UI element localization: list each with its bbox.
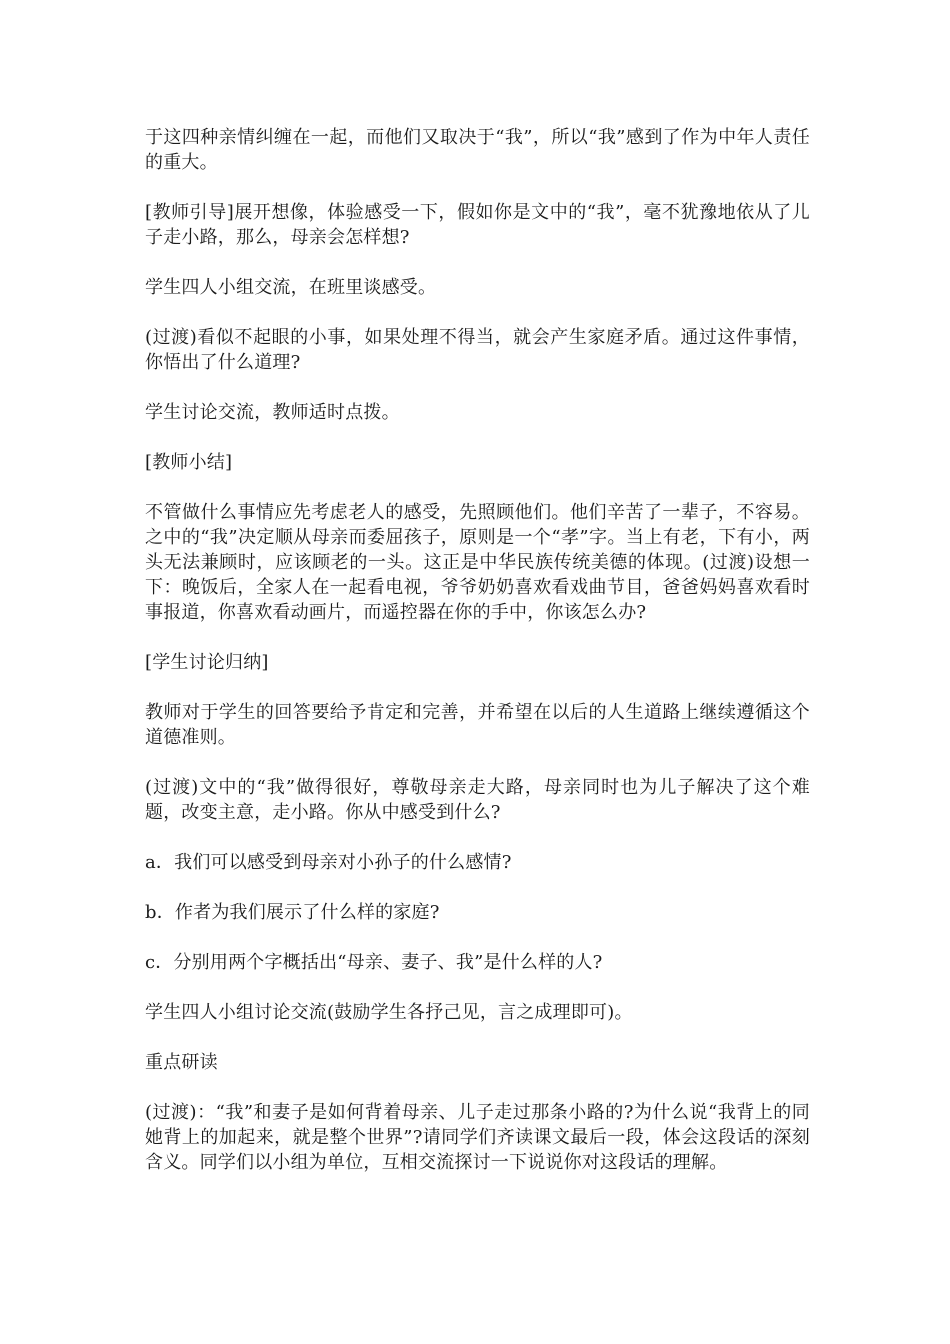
heading-key-reading: 重点研读 [145,1052,218,1073]
paragraph-intro-conclusion: 于这四种亲情纠缠在一起，而他们又取决于“我”，所以“我”感到了作为中年人责任的重大。 [145,127,810,173]
question-c: c．分别用两个字概括出“母亲、妻子、我”是什么样的人? [145,952,603,973]
paragraph-group-discussion: 学生四人小组讨论交流(鼓励学生各抒己见，言之成理即可)。 [145,1002,633,1023]
paragraph-transition-big-road: (过渡)文中的“我”做得很好，尊敬母亲走大路，母亲同时也为儿子解决了这个难题，改变主意，走小路。你从中感受到什么? [145,777,810,823]
paragraph-group-exchange: 学生四人小组交流，在班里谈感受。 [145,277,437,298]
heading-teacher-summary: [教师小结] [145,452,233,473]
heading-student-induction: [学生讨论归纳] [145,652,269,673]
question-b: b．作者为我们展示了什么样的家庭? [145,902,440,923]
paragraph-summary-body: 不管做什么事情应先考虑老人的感受，先照顾他们。他们辛苦了一辈子，不容易。之中的“我”决定顺从母亲而委屈孩子，原则是一个“孝”字。当上有老，下有小，两头无法兼顾时，应该顾老的一头。这正是中华民族传统美德的体现。(过渡)设想一下：晚饭后，全家人在一起看电视，爷爷奶奶喜欢看戏曲节目，爸爸妈妈喜欢看时事报道，你喜欢看动画片，而遥控器在你的手中，你该怎么办? [145,502,810,623]
paragraph-teacher-feedback: 教师对于学生的回答要给予肯定和完善，并希望在以后的人生道路上继续遵循这个道德准则。 [145,702,810,748]
document-body [145,125,810,1200]
paragraph-student-discussion: 学生讨论交流，教师适时点拨。 [145,402,400,423]
question-a: a．我们可以感受到母亲对小孙子的什么感情? [145,852,512,873]
paragraph-transition-carrying: (过渡)：“我”和妻子是如何背着母亲、儿子走过那条小路的?为什么说“我背上的同她背上的加起来，就是整个世界”?请同学们齐读课文最后一段，体会这段话的深刻含义。同学们以小组为单位，互相交流探讨一下说说你对这段话的理解。 [145,1102,810,1173]
paragraph-transition-small-matter: (过渡)看似不起眼的小事，如果处理不得当，就会产生家庭矛盾。通过这件事情，你悟出了什么道理? [145,327,810,373]
paragraph-teacher-guide: [教师引导]展开想像，体验感受一下，假如你是文中的“我”，毫不犹豫地依从了儿子走小路，那么，母亲会怎样想? [145,202,810,248]
